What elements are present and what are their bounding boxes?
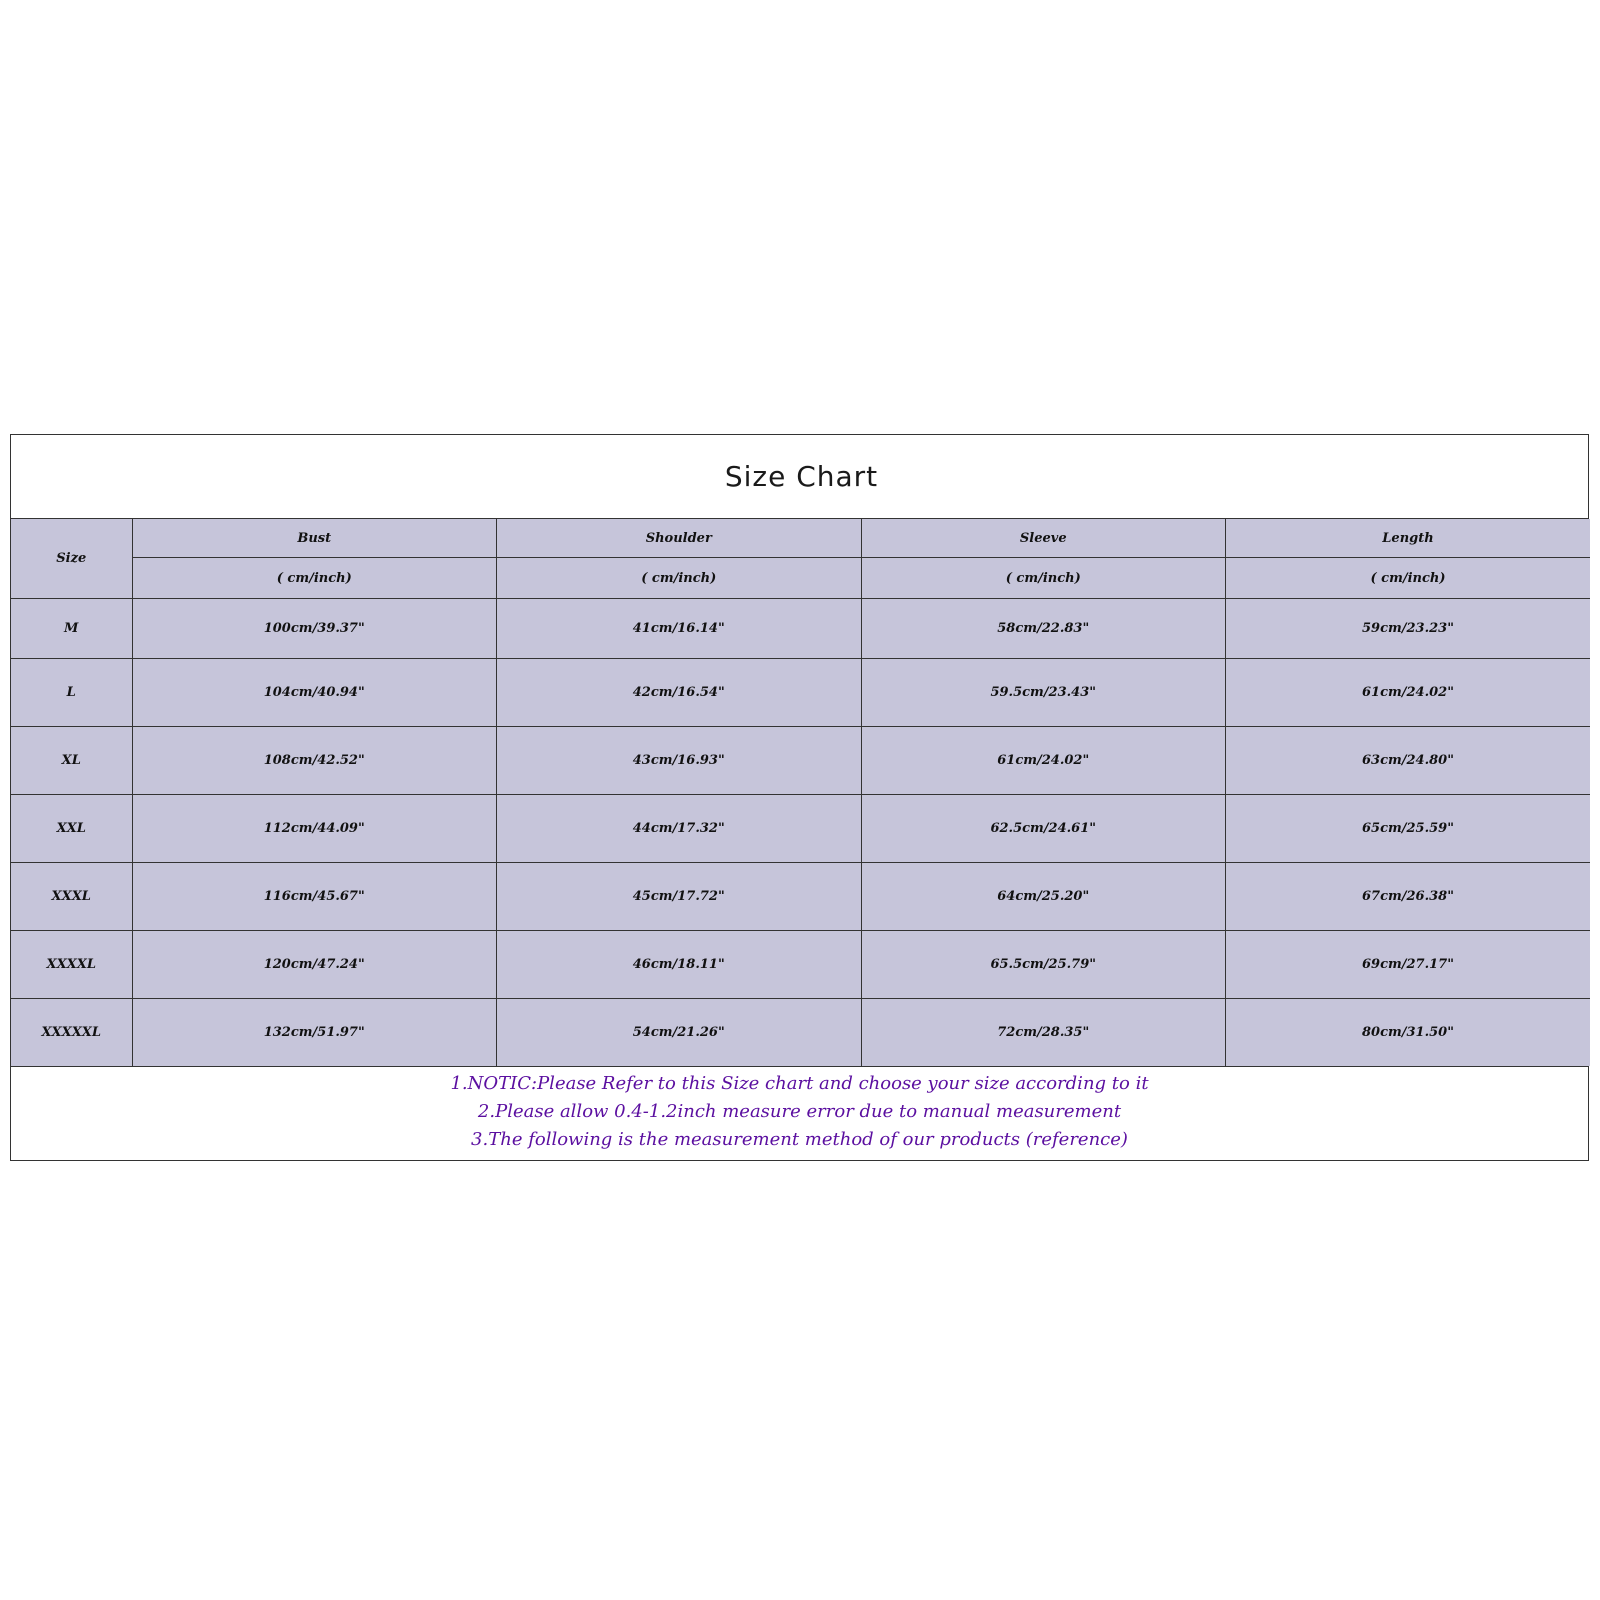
bust-cell: 104cm/40.94": [132, 659, 497, 727]
header-size: Size: [11, 519, 132, 599]
unit-bust: ( cm/inch): [132, 558, 497, 599]
length-cell: 61cm/24.02": [1226, 659, 1591, 727]
note-line: 1.NOTIC:Please Refer to this Size chart and choose your size according to it: [450, 1073, 1149, 1094]
length-cell: 67cm/26.38": [1226, 863, 1591, 931]
table-row: [11, 659, 1590, 727]
note-line: 3.The following is the measurement method of our products (reference): [471, 1129, 1128, 1150]
note-line: 2.Please allow 0.4-1.2inch measure error due to manual measurement: [477, 1101, 1122, 1122]
shoulder-cell: 54cm/21.26": [497, 999, 862, 1067]
bust-cell: 108cm/42.52": [132, 727, 497, 795]
sleeve-cell: 64cm/25.20": [861, 863, 1226, 931]
sleeve-cell: 65.5cm/25.79": [861, 931, 1226, 999]
length-cell: 63cm/24.80": [1226, 727, 1591, 795]
size-cell: XXXL: [11, 863, 132, 931]
bust-cell: 112cm/44.09": [132, 795, 497, 863]
length-cell: 59cm/23.23": [1226, 599, 1591, 659]
sleeve-cell: 61cm/24.02": [861, 727, 1226, 795]
bust-cell: 100cm/39.37": [132, 599, 497, 659]
shoulder-cell: 41cm/16.14": [497, 599, 862, 659]
sleeve-cell: 59.5cm/23.43": [861, 659, 1226, 727]
sleeve-cell: 72cm/28.35": [861, 999, 1226, 1067]
shoulder-cell: 43cm/16.93": [497, 727, 862, 795]
size-table: [11, 519, 1590, 1066]
shoulder-cell: 42cm/16.54": [497, 659, 862, 727]
size-cell: XXXXL: [11, 931, 132, 999]
length-cell: 69cm/27.17": [1226, 931, 1591, 999]
sleeve-cell: 58cm/22.83": [861, 599, 1226, 659]
shoulder-cell: 46cm/18.11": [497, 931, 862, 999]
table-row: [11, 931, 1590, 999]
size-cell: XXL: [11, 795, 132, 863]
bust-cell: 116cm/45.67": [132, 863, 497, 931]
table-row: [11, 727, 1590, 795]
table-row: [11, 795, 1590, 863]
unit-shoulder: ( cm/inch): [497, 558, 862, 599]
unit-row: [11, 558, 1590, 599]
size-chart: [10, 434, 1589, 1161]
size-cell: L: [11, 659, 132, 727]
size-cell: M: [11, 599, 132, 659]
table-row: [11, 599, 1590, 659]
unit-sleeve: ( cm/inch): [861, 558, 1226, 599]
table-row: [11, 999, 1590, 1067]
size-cell: XXXXXL: [11, 999, 132, 1067]
unit-length: ( cm/inch): [1226, 558, 1591, 599]
length-cell: 80cm/31.50": [1226, 999, 1591, 1067]
size-cell: XL: [11, 727, 132, 795]
header-length: Length: [1226, 519, 1591, 558]
shoulder-cell: 44cm/17.32": [497, 795, 862, 863]
header-shoulder: Shoulder: [497, 519, 862, 558]
header-sleeve: Sleeve: [861, 519, 1226, 558]
title-bar: [11, 435, 1588, 519]
table-row: [11, 863, 1590, 931]
chart-title: Size Chart: [724, 460, 879, 493]
bust-cell: 132cm/51.97": [132, 999, 497, 1067]
bust-cell: 120cm/47.24": [132, 931, 497, 999]
length-cell: 65cm/25.59": [1226, 795, 1591, 863]
sleeve-cell: 62.5cm/24.61": [861, 795, 1226, 863]
header-bust: Bust: [132, 519, 497, 558]
header-row: [11, 519, 1590, 558]
notes-section: [11, 1066, 1588, 1157]
shoulder-cell: 45cm/17.72": [497, 863, 862, 931]
